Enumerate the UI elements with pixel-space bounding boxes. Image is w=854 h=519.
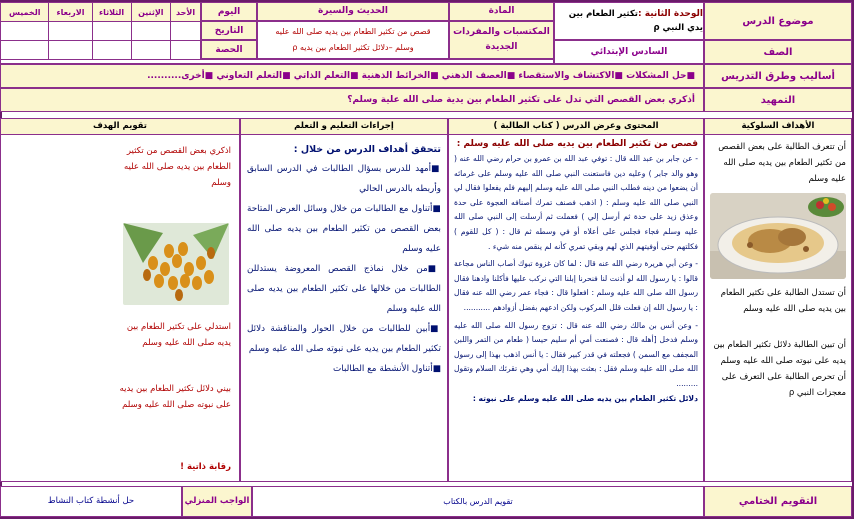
subject-value: المكتسبات والمفردات الجديدة xyxy=(449,21,554,59)
objective-item: أن تحرص الطالبة على التعرف على معجزات النبي ρ xyxy=(721,372,846,398)
evaluation-header: تقويم الهدف xyxy=(1,119,239,135)
homework-label: الواجب المنزلي xyxy=(182,486,252,517)
period-cell[interactable] xyxy=(171,41,201,60)
content-paragraph: - وعن أبي هريرة رضي الله عنه قال : لما كان غزوة تبوك أصاب الناس مجاعة قالوا : يا رسول الله لو أذنت لنا فنحرنا إبلنا التي نركب عليها فأكلنا وادهنا فقال رسول الله صلى الله عليه وسلم : افعلوا قال : فجاء عمر رضي الله عنه فقال : يا رسول الله إن فعلت قلل المركوب ولكن ادعهم بفضل أزوادهم ........... xyxy=(454,259,698,312)
day-wednesday: الاربعاء xyxy=(49,3,92,22)
date-cell[interactable] xyxy=(49,22,92,41)
dates-image xyxy=(123,223,229,305)
date-label: التاريخ xyxy=(201,21,257,40)
days-grid xyxy=(0,2,201,59)
homework-value: حل أنشطة كتاب النشاط xyxy=(0,486,182,517)
procedure-item: ■أتناول الأنشطة مع الطالبات xyxy=(333,364,441,374)
final-eval-value: تقويم الدرس بالكتاب xyxy=(252,486,704,517)
evaluation-column xyxy=(0,118,240,482)
day-tuesday: الثلاثاء xyxy=(92,3,131,22)
procedures-intro: تتحقق أهداف الدرس من خلال : xyxy=(293,144,441,155)
procedure-item: ■أبين للطالبات من خلال الحوار والمناقشة دلائل تكثير الطعام بين يديه على نبوته صلى الله عليه وسلم xyxy=(247,324,441,354)
evaluation-item: اذكري بعض القصص من تكثير الطعام بين يديه صلى الله عليه وسلم xyxy=(124,146,231,188)
content-conclusion: دلائل تكثير الطعام بين يديه صلى الله عليه وسلم على نبوته : xyxy=(472,393,698,403)
procedure-item: ■من خلال نماذج القصص المعروضة يستدللن الطالبات من خلالها على تكثير الطعام بين يديه صلى الله عليه وسلم xyxy=(247,264,442,314)
period-cell[interactable] xyxy=(92,41,131,60)
unit-value: تكثير الطعام بين يدي النبي ρ xyxy=(568,9,703,33)
unit-cell: الوحدة الثانية :تكثير الطعام بين يدي النبي ρ xyxy=(554,2,704,40)
evaluation-item: استدلي على تكثير الطعام بين يديه صلى الله عليه وسلم xyxy=(126,322,231,348)
period-label: الحصة xyxy=(201,40,257,59)
content-paragraph: - عن جابر بن عبد الله قال : توفي عبد الله بن عمرو بن حرام رضي الله عنه ( وهو والد جابر ) وعليه دين فاستعنت النبي صلى الله عليه وسلم على غرمائه أن يضعوا من دينه فطلب النبي صلى الله عليه وسلم إليهم فلم يفعلوا فقال لي النبي صلى الله عليه وسلم : ( اذهب فصنف تمرك أصنافه العجوة على حدة وعذق زيد على حدة ثم أرسل إلي ) فعملت ثم أرسلت إلى النبي صلى الله عليه وسلم فجاء فجلس على أعلاه أو في وسطه ثم قال : ( كل للقوم ) فكلتهم حتى أوفيتهم الذي لهم وبقي تمري كأنه لم ينقص منه شيء . xyxy=(454,154,698,251)
grade-label: الصف xyxy=(704,40,852,64)
methods-value: ■حل المشكلات ■الاكتشاف والاستقصاء ■العصف الذهني ■الخرائط الذهنية ■التعلم الذاتي ■التعلم التعاوني ■أخرى.......... xyxy=(0,64,704,88)
evaluation-item: رقابة ذاتية ! xyxy=(180,462,231,472)
evaluation-item: بيني دلائل تكثير الطعام بين يديه على نبوته صلى الله عليه وسلم xyxy=(119,384,231,410)
day-label: اليوم xyxy=(201,2,257,21)
intro-value: أذكري بعض القصص التي تدل على تكثير الطعام بين يدية صلى الله علية وسلم؟ xyxy=(0,88,704,112)
food-image xyxy=(710,193,846,279)
procedures-column xyxy=(240,118,448,482)
date-cell[interactable] xyxy=(131,22,170,41)
date-cell[interactable] xyxy=(1,22,49,41)
procedure-item: ■أتناول مع الطالبات من خلال وسائل العرض المتاحة بعض القصص من تكثير الطعام بين يديه صلى الله عليه وسلم xyxy=(247,204,442,254)
content-header: المحتوى وعرض الدرس ( كتاب الطالبة ) xyxy=(449,119,703,135)
date-cell[interactable] xyxy=(92,22,131,41)
objective-item: أن تبين الطالبة دلائل تكثير الطعام بين يديه على نبوته صلى الله عليه وسلم xyxy=(713,340,846,366)
methods-label: أساليب وطرق التدريس xyxy=(704,64,852,88)
period-cell[interactable] xyxy=(49,41,92,60)
day-monday: الإثنين xyxy=(131,3,170,22)
hadith-value: قصص من تكثير الطعام بين يديه صلى الله عليه وسلم –دلائل تكثير الطعام بين يديه ρ xyxy=(257,21,449,59)
day-sunday: الأحد xyxy=(171,3,201,22)
day-thursday: الخميس xyxy=(1,3,49,22)
content-paragraph: - وعن أنس بن مالك رضي الله عنه قال : تزوج رسول الله صلى الله عليه وسلم فدخل [أهله قال : فصنعت أمي أم سليم حيسا ( طعام من التمر واللبن المجفف مع السمن ) فجعلته في قدر كبير فقال : يا أنس اذهب بهذا إلى رسول الله صلى الله عليه وسلم فقل : بعثت بهذا إليك أمي وهي تقرئك السلام وتقول ......... xyxy=(454,320,698,388)
period-cell[interactable] xyxy=(131,41,170,60)
final-eval-label: التقويم الختامي xyxy=(704,486,852,517)
date-cell[interactable] xyxy=(171,22,201,41)
lesson-topic-label: موضوع الدرس xyxy=(704,2,852,40)
objective-item: أن تستدل الطالبة على تكثير الطعام بين يديه صلى الله عليه وسلم xyxy=(720,288,846,314)
subject-label: المادة xyxy=(449,2,554,21)
objectives-column xyxy=(704,118,852,482)
procedures-header: إجراءات التعليم و التعلم xyxy=(241,119,447,135)
grade-value: السادس الإبتدائي xyxy=(554,40,704,64)
intro-label: التمهيد xyxy=(704,88,852,112)
content-column xyxy=(448,118,704,482)
procedure-item: ■أمهد للدرس بسؤال الطالبات في الدرس السابق وأربطه بالدرس الحالي xyxy=(247,164,442,194)
hadith-label: الحديث والسيرة xyxy=(257,2,449,21)
objective-item: أن تتعرف الطالبة على بعض القصص من تكثير الطعام بين يديه صلى الله عليه وسلم xyxy=(718,142,846,184)
period-cell[interactable] xyxy=(1,41,49,60)
content-title: قصص من تكثير الطعام بين يديه صلى الله عليه وسلم : xyxy=(456,139,698,149)
objectives-header: الأهداف السلوكية xyxy=(705,119,851,135)
